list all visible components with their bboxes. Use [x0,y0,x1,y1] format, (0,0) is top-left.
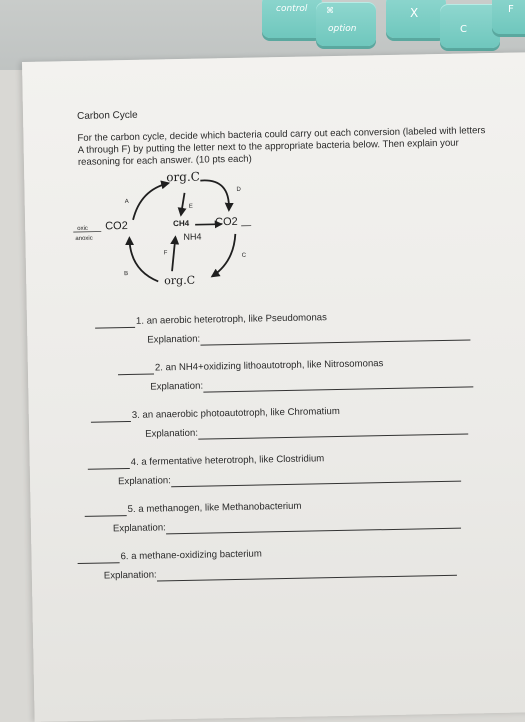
question-text: 2. an NH4+oxidizing lithoautotroph, like Nitrosomonas [155,358,384,374]
letter-e: E [189,201,193,213]
letter-b: B [124,268,128,280]
option-key-symbol: ⌘ [326,6,334,15]
arrow-d [200,180,229,211]
ch4-label: CH4 [173,218,189,230]
co2-left-label: CO2 [105,220,128,232]
x-key[interactable] [386,0,446,38]
answer-blank[interactable] [85,505,127,517]
question-item [88,450,505,505]
c-key-label: C [460,24,467,35]
f-key-label: F [508,4,514,15]
answer-blank[interactable] [77,552,119,564]
explanation-line[interactable] [200,329,470,345]
oxic-label: oxic [77,223,88,235]
letter-a: A [125,196,129,208]
question-text: 6. a methane-oxidizing bacterium [120,548,262,563]
explanation-line[interactable] [203,376,473,392]
anoxic-label: anoxic [75,233,93,245]
worksheet-instructions: For the carbon cycle, decide which bacteria could carry out each conversion (labeled with letters A through F) by putting the letter next to the appropriate bacteria below. Then explain your reasoning for each answer. (10 pts each) [77,125,488,169]
explanation-label: Explanation: [113,522,166,535]
question-item [95,309,502,364]
control-key-label: control [276,4,307,14]
question-text: 4. a fermentative heterotroph, like Clostridium [131,453,325,469]
question-text: 3. an anaerobic photoautotroph, like Chromatium [132,406,340,422]
co2-right-label: CO2 [215,216,238,228]
x-key-label: X [410,6,418,20]
question-text: 5. a methanogen, like Methanobacterium [128,501,302,516]
answer-blank[interactable] [118,364,154,376]
f-key[interactable] [492,0,525,34]
question-item [118,356,503,410]
question-item [77,544,506,599]
worksheet-title: Carbon Cycle [77,103,497,123]
letter-c: C [242,250,247,262]
option-key-label: option [328,24,356,34]
explanation-line[interactable] [166,518,461,535]
arrow-b [129,237,158,282]
arrow-e [181,193,185,215]
question-item [85,497,506,552]
worksheet-paper [22,52,525,722]
arrow-f [171,237,176,271]
control-key[interactable] [262,0,322,38]
question-item [91,403,504,458]
explanation-label: Explanation: [145,428,198,441]
nh4-label: NH4 [183,231,201,243]
explanation-label: Explanation: [118,475,171,488]
option-key[interactable] [316,2,376,46]
org-c-top-label: org.C [166,171,200,184]
letter-d: D [236,184,241,196]
letter-f: F [164,247,168,259]
org-c-bottom-label: org.C [164,275,195,288]
answer-blank[interactable] [88,458,130,470]
answer-blank[interactable] [95,317,135,329]
explanation-line[interactable] [157,565,457,582]
answer-blank[interactable] [91,411,131,423]
arrow-c [211,234,236,276]
question-text: 1. an aerobic heterotroph, like Pseudomonas [136,312,327,328]
worksheet-content [77,103,506,599]
explanation-label: Explanation: [150,381,203,394]
carbon-cycle-diagram [70,168,332,303]
question-list [81,309,506,599]
explanation-label: Explanation: [147,334,200,347]
explanation-line[interactable] [171,471,461,488]
arrow-a [132,183,169,220]
c-key[interactable] [440,4,500,48]
explanation-label: Explanation: [104,570,157,583]
explanation-line[interactable] [198,424,468,440]
